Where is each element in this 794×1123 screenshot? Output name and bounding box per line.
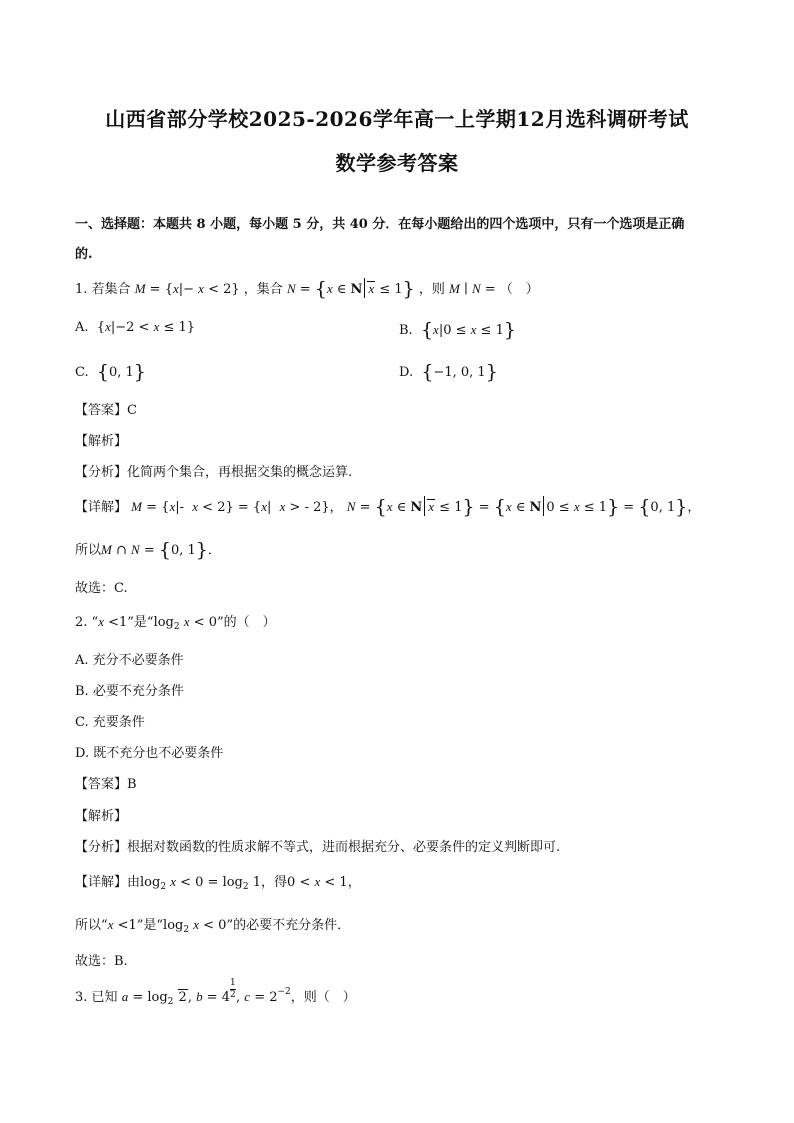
question-2-stem: 2. “x <1”是“$\log_2$ x < 0”的（ ） — [75, 614, 276, 632]
question-1-stem: 1. 若集合 M = {x|− x < 2} ，集合 N = {x ∈ N x ≤ 1} ，则 M ∣ N = （ ） — [75, 278, 539, 300]
q1-option-d: D. {−1, 0, 1} — [399, 361, 498, 383]
q2-option-b: B. 必要不充分条件 — [75, 684, 184, 699]
q1-xiangjie: 【详解】 M = {x|- x < 2} = {x| x > - 2}， N = {x ∈ N x ≤ 1} = {x ∈ N 0 ≤ x ≤ 1} = {0, 1}， — [75, 496, 701, 518]
page-title: 山西省部分学校2025-2026学年高一上学期12月选科调研考试 — [105, 107, 689, 131]
q1-analysis-title: 【解析】 — [75, 434, 128, 449]
page-subtitle: 数学参考答案 — [335, 151, 459, 175]
exponent-fraction: $\frac{1}{2}$ — [230, 978, 236, 1000]
q1-option-c: C. {0, 1} — [75, 361, 146, 383]
q2-answer: 【答案】B — [75, 777, 137, 792]
question-3-stem: 3. 已知 $a = \log_2 2$, b = 4 $\frac{1}{2}$ , $c = 2^{-2}$，则（ ） — [75, 978, 356, 1007]
section-heading: 一、选择题：本题共 8 小题，每小题 5 分，共 40 分．在每小题给出的四个选项中，只有一个选项是正确 — [75, 217, 685, 232]
q1-conclusion: 所以M ∩ N = {0, 1}． — [75, 539, 221, 561]
q2-xiangjie: 【详解】由$\log_2 x < 0 = \log_2 1$，得0 < x < 1， — [75, 874, 361, 892]
q1-option-a: A. {x|−2 < x ≤ 1} — [75, 319, 196, 335]
formula-set-n: N — [286, 281, 296, 296]
q2-option-a: A. 充分不必要条件 — [75, 653, 184, 668]
q1-option-b: B. {x|0 ≤ x ≤ 1} — [399, 319, 516, 341]
q2-option-d: D. 既不充分也不必要条件 — [75, 746, 224, 761]
q1-choice: 故选：C. — [75, 581, 128, 596]
q1-fenxi: 【分析】化简两个集合，再根据交集的概念运算. — [75, 465, 353, 480]
q2-fenxi: 【分析】根据对数函数的性质求解不等式，进而根据充分、必要条件的定义判断即可. — [75, 840, 561, 855]
q2-conclusion: 所以“x <1”是“$\log_2$ x < 0”的必要不充分条件． — [75, 917, 351, 935]
q2-choice: 故选：B. — [75, 954, 128, 969]
q2-option-c: C. 充要条件 — [75, 715, 145, 730]
formula-set-m: M — [134, 281, 146, 296]
section-heading-cont: 的. — [75, 247, 93, 262]
q1-answer: 【答案】C — [75, 403, 137, 418]
q2-analysis-title: 【解析】 — [75, 809, 128, 824]
